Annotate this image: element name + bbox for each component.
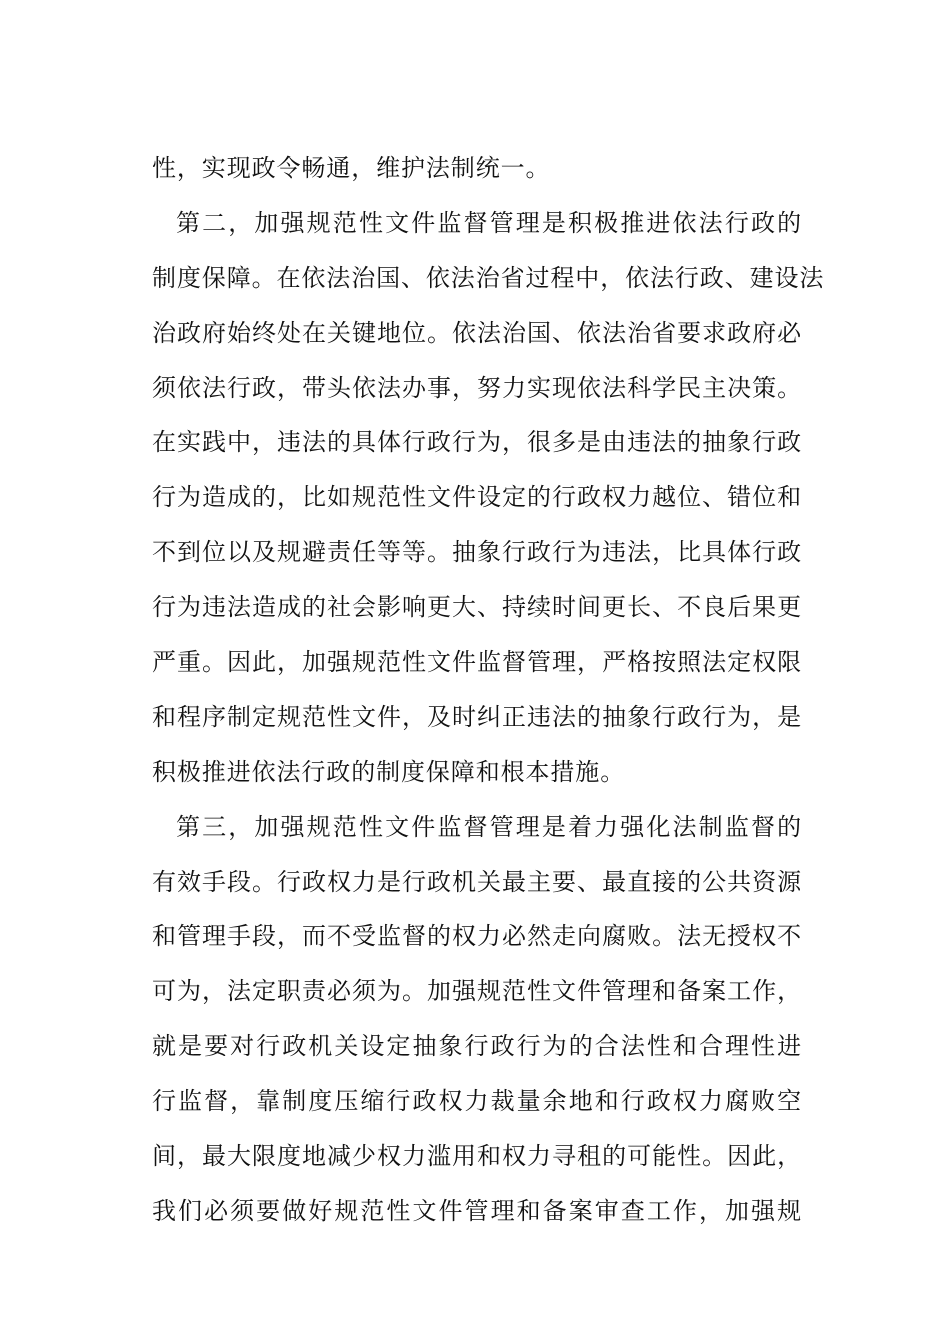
text-line: 积极推进依法行政的制度保障和根本措施。 xyxy=(152,757,626,786)
text-line: 我们必须要做好规范性文件管理和备案审查工作，加强规 xyxy=(152,1196,802,1225)
document-body xyxy=(152,141,825,1239)
text-line: 不到位以及规避责任等等。抽象行政行为违法，比具体行政 xyxy=(152,538,802,567)
paragraph-3-start: 第三，加强规范性文件监督管理是着力强化法制监督的 xyxy=(176,812,802,841)
text-line: 行监督，靠制度压缩行政权力裁量余地和行政权力腐败空 xyxy=(152,1087,802,1116)
text-line: 性，实现政令畅通，维护法制统一。 xyxy=(152,154,551,182)
text-line: 行为违法造成的社会影响更大、持续时间更长、不良后果更 xyxy=(152,593,802,622)
text-line: 在实践中，违法的具体行政行为，很多是由违法的抽象行政 xyxy=(152,428,802,457)
text-line: 和管理手段，而不受监督的权力必然走向腐败。法无授权不 xyxy=(152,922,802,951)
text-line: 就是要对行政机关设定抽象行政行为的合法性和合理性进 xyxy=(152,1032,802,1061)
paragraph-2-start: 第二，加强规范性文件监督管理是积极推进依法行政的 xyxy=(176,208,802,237)
text-line: 间，最大限度地减少权力滥用和权力寻租的可能性。因此， xyxy=(152,1142,802,1171)
text-line: 行为造成的，比如规范性文件设定的行政权力越位、错位和 xyxy=(152,483,802,512)
text-line: 可为，法定职责必须为。加强规范性文件管理和备案工作， xyxy=(152,977,802,1006)
text-line: 治政府始终处在关键地位。依法治国、依法治省要求政府必 xyxy=(152,318,802,347)
text-line: 须依法行政，带头依法办事，努力实现依法科学民主决策。 xyxy=(152,373,802,402)
text-line: 和程序制定规范性文件，及时纠正违法的抽象行政行为，是 xyxy=(152,702,802,731)
text-line: 制度保障。在依法治国、依法治省过程中，依法行政、建设法 xyxy=(152,263,825,292)
text-line: 有效手段。行政权力是行政机关最主要、最直接的公共资源 xyxy=(152,867,802,896)
text-line: 严重。因此，加强规范性文件监督管理，严格按照法定权限 xyxy=(152,648,802,677)
